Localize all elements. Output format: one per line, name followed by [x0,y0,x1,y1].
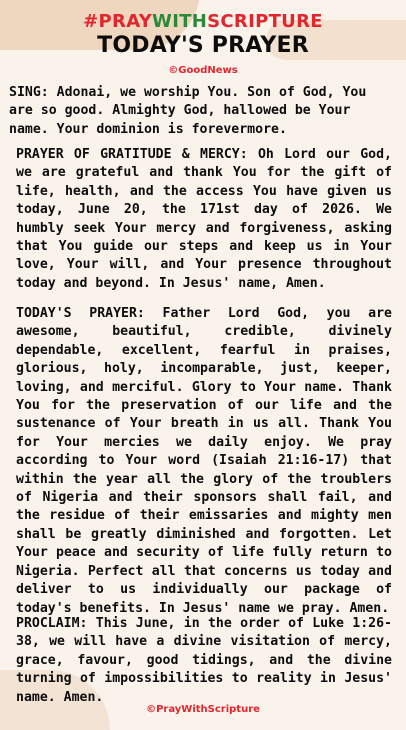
source-handle: ©GoodNews [168,65,238,76]
hashtag-pray: PRAY [98,11,153,32]
proclaim-paragraph: PROCLAIM: This June, in the order of Luke 1:26-38, we will have a divine visitation of mercy, grace, favour, good tidings, and the divine turning of impossibilities to reality in Jesus' name. Amen. [16,616,392,705]
page-title: TODAY'S PRAYER [97,33,309,58]
todays-prayer-paragraph: TODAY'S PRAYER: Father Lord God, you are awesome, beautiful, credible, divinely dependable, excellent, fearful in praises, glorious, holy, incomparable, just, keeper, loving, and merciful. Glory to Your name. Thank You for the preservation of our life and the sustenance of Your breath in us all. Thank You for Your mercies we daily enjoy. We pray according to Your word (Isaiah 21:16-17) that within the year all the glory of the troublers of Nigeria and their sponsors shall fail, and the residue of their emissaries and mighty men shall be greatly diminished and forgotten. Let Your peace and security of life fully return to Nigeria. Perfect all that concerns us today and deliver to us individually our package of today's benefits. In Jesus' name we pray. Amen. [16,306,392,616]
sing-paragraph: SING: Adonai, we worship You. Son of God, You are so good. Almighty God, hallowed be Your name. Your dominion is forevermore. [9,85,367,137]
header [0,12,406,76]
hashtag-title [0,12,406,32]
hashtag-prefix: # [83,11,99,32]
hashtag-scripture: SCRIPTURE [207,11,323,32]
footer-handle: ©PrayWithScripture [146,704,260,715]
hashtag-with: WITH [152,11,208,32]
gratitude-paragraph: PRAYER OF GRATITUDE & MERCY: Oh Lord our God, we are grateful and thank You for the gift of life, health, and the access You have given us today, June 20, the 171st day of 2026. We humbly seek Your mercy and forgiveness, asking that You guide our steps and keep us in Your love, Your will, and Your presence throughout today and beyond. In Jesus' name, Amen. [16,147,392,291]
